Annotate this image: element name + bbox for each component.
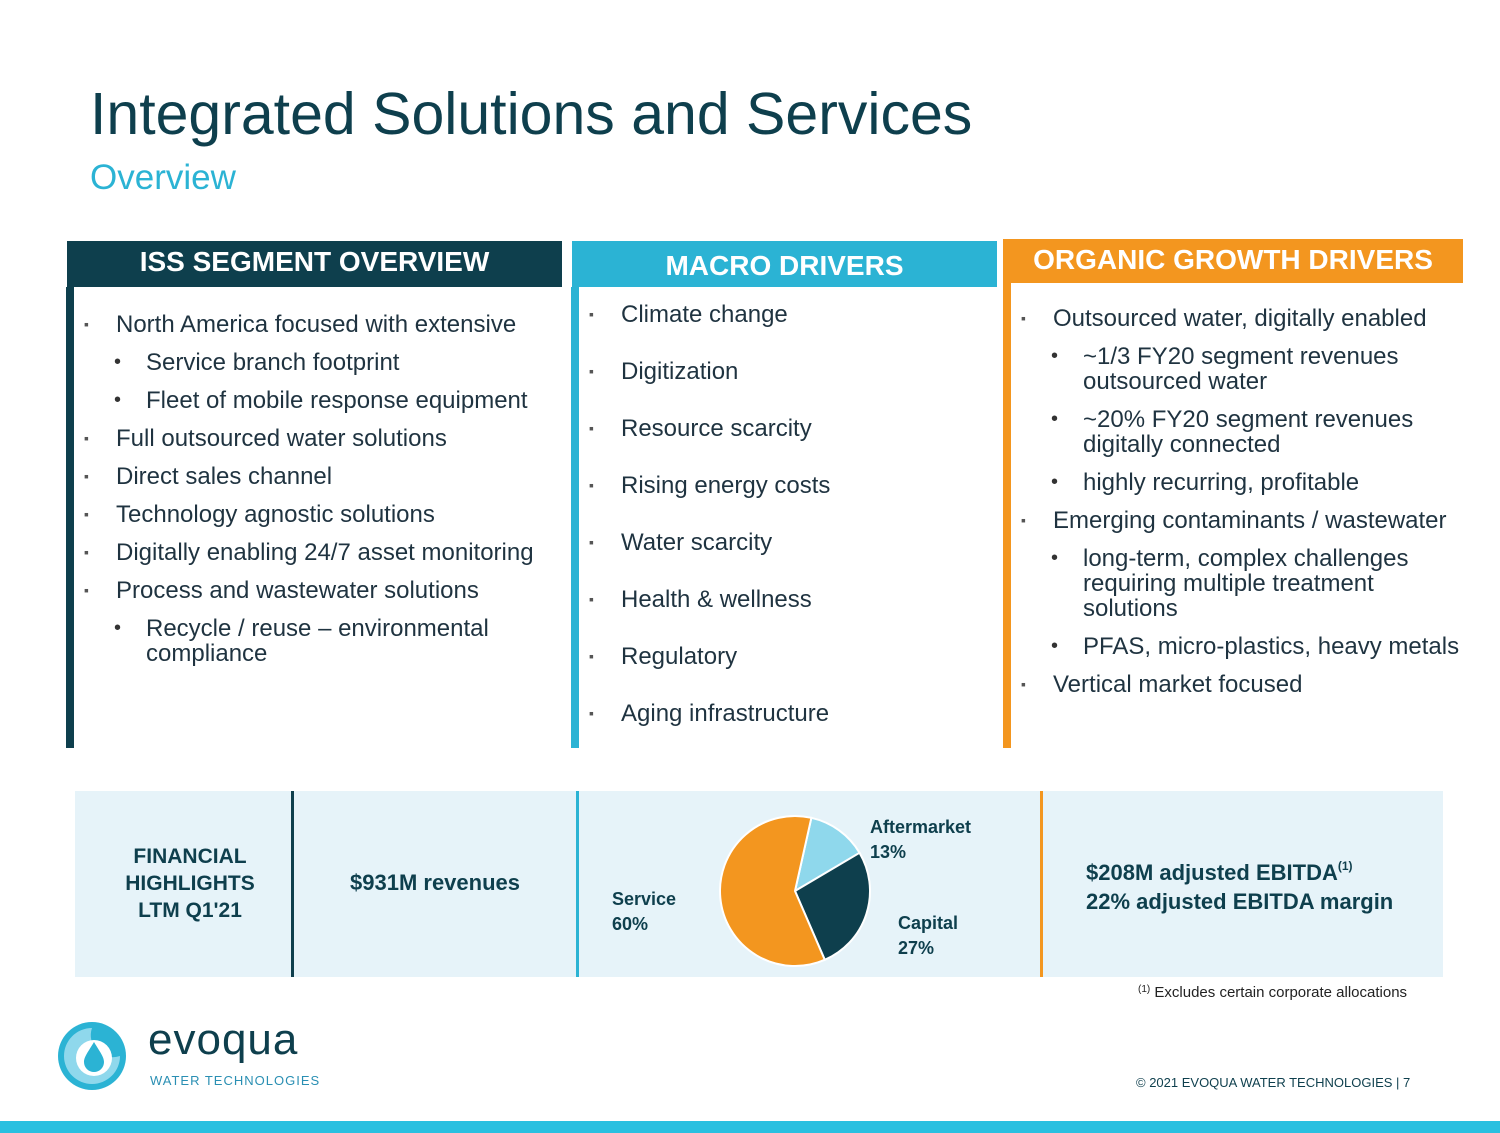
sub-bullet-item: • Fleet of mobile response equipment: [66, 388, 556, 413]
pie-label-capital: [898, 911, 958, 961]
sub-bullet-item: • long-term, complex challenges requiring multiple treatment solutions: [1003, 546, 1463, 621]
macro-drivers-heading: MACRO DRIVERS: [572, 241, 997, 287]
bottom-accent-bar: [0, 1121, 1500, 1133]
sub-bullet-item: • Recycle / reuse – environmental compliance: [66, 616, 556, 666]
bullet-item: ▪ Resource scarcity: [571, 416, 991, 441]
pie-label-name: Aftermarket: [870, 817, 972, 837]
bullet-item: ▪ Health & wellness: [571, 587, 991, 612]
revenues-value: $931M revenues: [350, 870, 520, 895]
financial-divider: [1040, 791, 1043, 977]
bullet-item: ▪ Climate change: [571, 302, 991, 327]
bullet-item: ▪ Digitization: [571, 359, 991, 384]
copyright-page-number: © 2021 EVOQUA WATER TECHNOLOGIES | 7: [1136, 1075, 1411, 1090]
pie-label-service: [612, 887, 676, 937]
pie-label-value: 27%: [898, 938, 935, 958]
sub-bullet-item: • ~20% FY20 segment revenues digitally connected: [1003, 407, 1463, 457]
label-line: HIGHLIGHTS: [125, 872, 255, 895]
bullet-item: ▪ Regulatory: [571, 644, 991, 669]
label-line: LTM Q1'21: [138, 899, 242, 922]
page-title: Integrated Solutions and Services: [90, 81, 973, 147]
page-subtitle: Overview: [90, 158, 236, 197]
pie-label-value: 60%: [612, 914, 649, 934]
sub-bullet-item: • highly recurring, profitable: [1003, 470, 1463, 495]
footnote-text: Excludes certain corporate allocations: [1154, 984, 1408, 1001]
pie-label-aftermarket: [870, 815, 971, 865]
sub-bullet-item: • Service branch footprint: [66, 350, 556, 375]
iss-overview-list: [66, 312, 556, 679]
financial-divider: [576, 791, 579, 977]
bullet-item: ▪ Water scarcity: [571, 530, 991, 555]
financial-highlights-label: [95, 843, 285, 924]
footnote-marker: (1): [1138, 984, 1151, 995]
bullet-item: ▪ Process and wastewater solutions: [66, 578, 556, 603]
ebitda-highlight: [1086, 852, 1393, 916]
ebitda-margin: 22% adjusted EBITDA margin: [1086, 889, 1394, 914]
bullet-item: ▪ Rising energy costs: [571, 473, 991, 498]
bullet-item: ▪ Emerging contaminants / wastewater: [1003, 508, 1463, 533]
sub-bullet-item: • PFAS, micro-plastics, heavy metals: [1003, 634, 1463, 659]
pie-label-value: 13%: [870, 842, 907, 862]
bullet-item: ▪ Outsourced water, digitally enabled: [1003, 306, 1463, 331]
bullet-item: ▪ Direct sales channel: [66, 464, 556, 489]
bullet-item: ▪ Vertical market focused: [1003, 672, 1463, 697]
revenue-mix-pie-chart: [718, 814, 872, 968]
bullet-item: ▪ Full outsourced water solutions: [66, 426, 556, 451]
bullet-item: ▪ Digitally enabling 24/7 asset monitoring: [66, 540, 556, 565]
sub-bullet-item: • ~1/3 FY20 segment revenues outsourced water: [1003, 344, 1463, 394]
bullet-item: ▪ Aging infrastructure: [571, 701, 991, 726]
label-line: FINANCIAL: [133, 845, 247, 868]
iss-overview-heading: ISS SEGMENT OVERVIEW: [67, 241, 562, 287]
growth-drivers-list: [1003, 306, 1463, 710]
evoqua-logo-icon: [56, 1020, 128, 1092]
growth-drivers-heading: ORGANIC GROWTH DRIVERS: [1003, 239, 1463, 283]
footnote: [1138, 984, 1407, 1001]
macro-drivers-list: [571, 302, 991, 758]
bullet-item: ▪ North America focused with extensive: [66, 312, 556, 337]
evoqua-logo-wordmark: evoqua: [148, 1015, 299, 1064]
financial-divider: [291, 791, 294, 977]
pie-label-name: Capital: [898, 913, 959, 933]
evoqua-logo-tagline: WATER TECHNOLOGIES: [150, 1073, 321, 1088]
bullet-item: ▪ Technology agnostic solutions: [66, 502, 556, 527]
ebitda-value: $208M adjusted EBITDA: [1086, 860, 1338, 885]
footnote-marker: (1): [1337, 859, 1353, 873]
pie-label-name: Service: [612, 889, 677, 909]
